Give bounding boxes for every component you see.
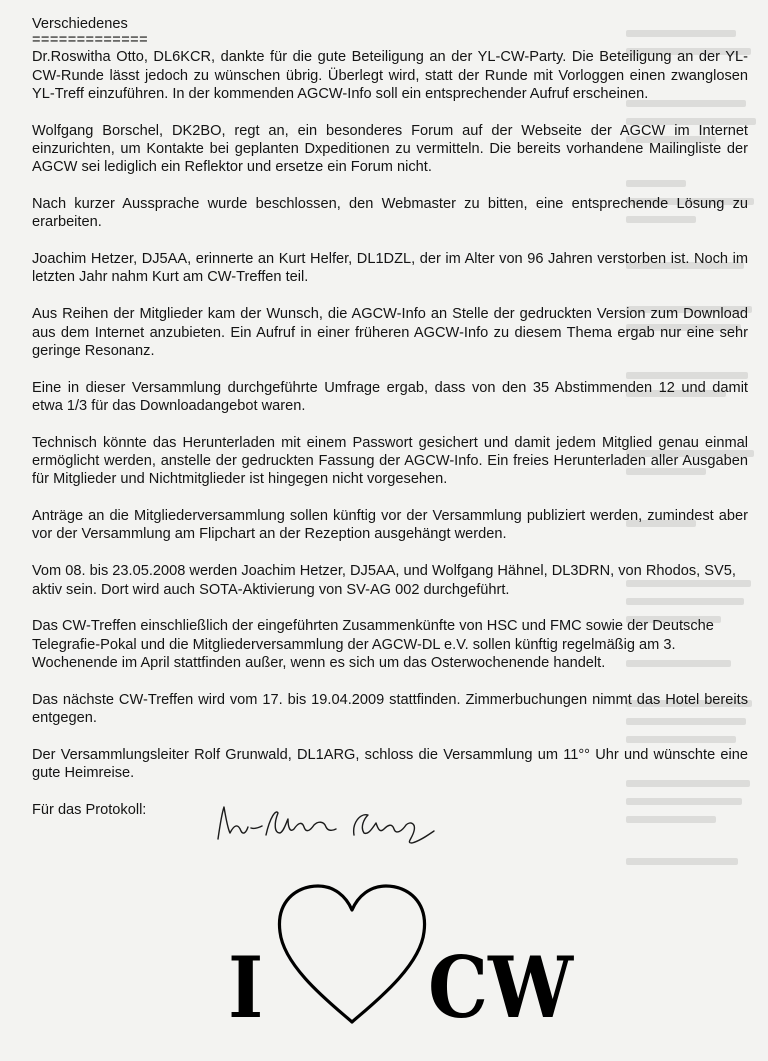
paragraph-meeting-schedule: Das CW-Treffen einschließlich der eingeführten Zusammenkünfte von HSC und FMC sowie der Deutsche Telegrafie-Pokal und die Mitgliederversammlung der AGCW-DL e.V. sollen künftig regelmäßig am 3. Wochenende im April stattfinden außer, wenn es sich um das Osterwochenende handelt.: [32, 618, 714, 671]
closing-label: Für das Protokoll:: [32, 801, 147, 818]
paragraph-password-download: Technisch könnte das Herunterladen mit einem Passwort gesichert und damit jedem Mitglied genau einmal ermöglicht werden, anstelle der gedruckten Fassung der AGCW-Info. Ein freies Herunterladen aller Ausgaben für Mitglieder und Nichtmitglieder ist hingegen nicht vorgesehen.: [32, 434, 748, 488]
paragraph-yl-cw-party: Dr.Roswitha Otto, DL6KCR, dankte für die gute Beteiligung an der YL-CW-Party. Die Beteiligung an der YL-CW-Runde lässt jedoch zu wünschen übrig. Überlegt wird, statt der Runde mit Vorloggen einen zwanglosen YL-Treff einzuführen. In der kommenden AGCW-Info soll ein entsprechender Aufruf erscheinen.: [32, 49, 748, 102]
paragraph-rhodos-activity: Vom 08. bis 23.05.2008 werden Joachim Hetzer, DJ5AA, und Wolfgang Hähnel, DL3DRN, von Rhodos, SV5, aktiv sein. Dort wird auch SOTA-Aktivierung von SV-AG 002 durchgeführt.: [32, 563, 736, 598]
paragraph-survey: Eine in dieser Versammlung durchgeführte Umfrage ergab, dass von den 35 Abstimmenden 12 und damit etwa 1/3 für das Downloadangebot waren.: [32, 379, 748, 414]
paragraph-download-wish: Aus Reihen der Mitglieder kam der Wunsch, die AGCW-Info an Stelle der gedruckten Version zum Download aus dem Internet anzubieten. Ein Aufruf in einer früheren AGCW-Info zu diesem Thema ergab nur eine sehr geringe Resonanz.: [32, 306, 748, 359]
paragraph-obituary: Joachim Hetzer, DJ5AA, erinnerte an Kurt Helfer, DL1DZL, der im Alter von 96 Jahren verstorben ist. Noch im letzten Jahr nahm Kurt am CW-Treffen teil.: [32, 251, 748, 286]
protocol-document: [32, 15, 748, 861]
i-love-cw-logo: [222, 876, 574, 1037]
paragraph-closing: Der Versammlungsleiter Rolf Grunwald, DL1ARG, schloss die Versammlung um 11°° Uhr und wünschte eine gute Heimreise.: [32, 746, 748, 782]
protocol-signature-block: [32, 801, 748, 861]
paragraph-forum-proposal: Wolfgang Borschel, DK2BO, regt an, ein besonderes Forum auf der Webseite der AGCW im Internet einzurichten, um Kontakte bei geplanten Dxpeditionen zu vermitteln. Die bereits vorhandene Mailingliste der AGCW sei lediglich ein Reflektor und ersetze ein Forum nicht.: [32, 122, 748, 176]
logo-text-cw: CW: [428, 938, 574, 1037]
paragraph-next-meeting: Das nächste CW-Treffen wird vom 17. bis 19.04.2009 stattfinden. Zimmerbuchungen nimmt das Hotel bereits entgegen.: [32, 691, 748, 727]
section-heading: Verschiedenes: [32, 16, 128, 32]
handwritten-signature: [208, 795, 448, 855]
paragraph-webmaster-decision: Nach kurzer Aussprache wurde beschlossen, den Webmaster zu bitten, eine entsprechende Lösung zu erarbeiten.: [32, 196, 748, 231]
paragraph-motions: Anträge an die Mitgliederversammlung sollen künftig vor der Versammlung publiziert werden, zumindest aber vor der Versammlung am Flipchart an der Rezeption ausgehängt werden.: [32, 508, 748, 543]
heading-underline: =============: [32, 32, 148, 49]
logo-letter-i: I: [228, 938, 264, 1037]
heart-outline-icon: [274, 882, 430, 1030]
